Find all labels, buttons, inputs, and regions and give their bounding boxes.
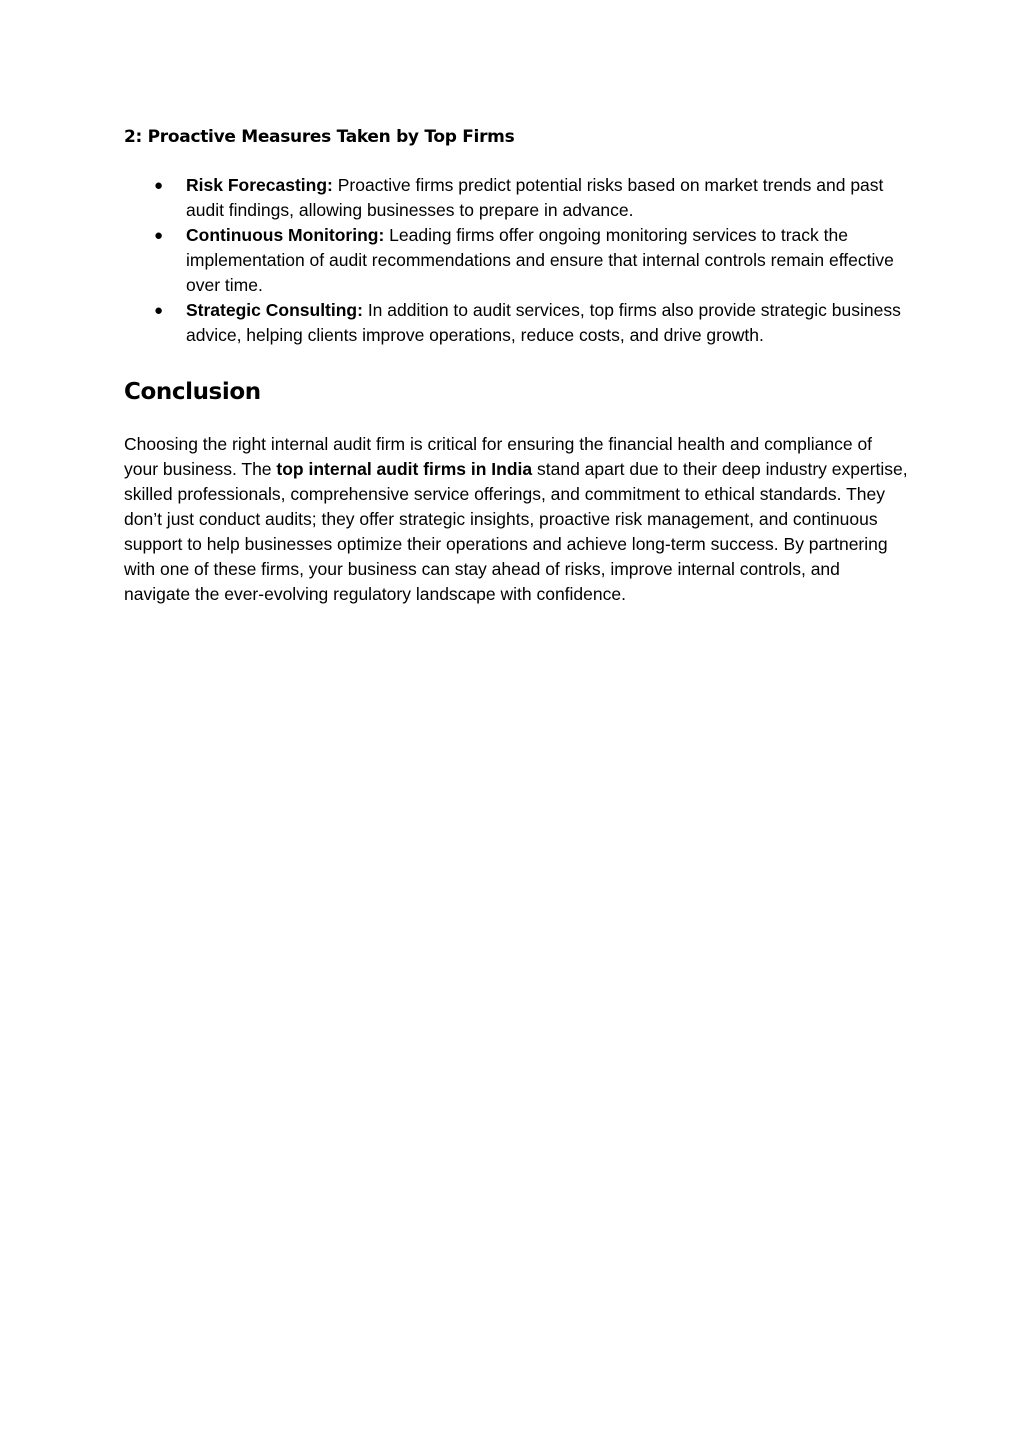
bullet-item-strategic-consulting bbox=[124, 298, 914, 348]
bullet-marker: ● bbox=[154, 227, 164, 244]
paragraph-text-start: Choosing the right internal audit firm is critical for ensuring the financial health and compliance of your business. The bbox=[124, 434, 873, 479]
bullet-term: Continuous Monitoring: bbox=[186, 225, 385, 245]
section-subheading: 2: Proactive Measures Taken by Top Firms bbox=[124, 127, 515, 147]
bullet-item-continuous-monitoring bbox=[124, 223, 914, 298]
bullet-list bbox=[124, 173, 914, 348]
bullet-marker: ● bbox=[154, 302, 164, 319]
conclusion-paragraph bbox=[124, 432, 909, 607]
bullet-marker: ● bbox=[154, 177, 164, 194]
conclusion-heading: Conclusion bbox=[124, 379, 261, 405]
paragraph-bold-phrase: top internal audit firms in India bbox=[276, 459, 533, 479]
bullet-term: Strategic Consulting: bbox=[186, 300, 363, 320]
bullet-term: Risk Forecasting: bbox=[186, 175, 333, 195]
bullet-item-risk-forecasting bbox=[124, 173, 914, 223]
bullet-text: In addition to audit services, top firms also provide strategic business advice, helping clients improve operations, reduce costs, and drive growth. bbox=[186, 300, 901, 345]
bullet-text: Proactive firms predict potential risks based on market trends and past audit findings, allowing businesses to prepare in advance. bbox=[186, 175, 884, 220]
bullet-text: Leading firms offer ongoing monitoring services to track the implementation of audit recommendations and ensure that internal controls remain effective over time. bbox=[186, 225, 894, 295]
paragraph-text-end: stand apart due to their deep industry expertise, skilled professionals, comprehensive service offerings, and commitment to ethical standards. They don’t just conduct audits; they offer strategic insights, proactive risk management, and continuous support to help businesses optimize their operations and achieve long-term success. By partnering with one of these firms, your business can stay ahead of risks, improve internal controls, and navigate the ever-evolving regulatory landscape with confidence. bbox=[124, 459, 908, 604]
